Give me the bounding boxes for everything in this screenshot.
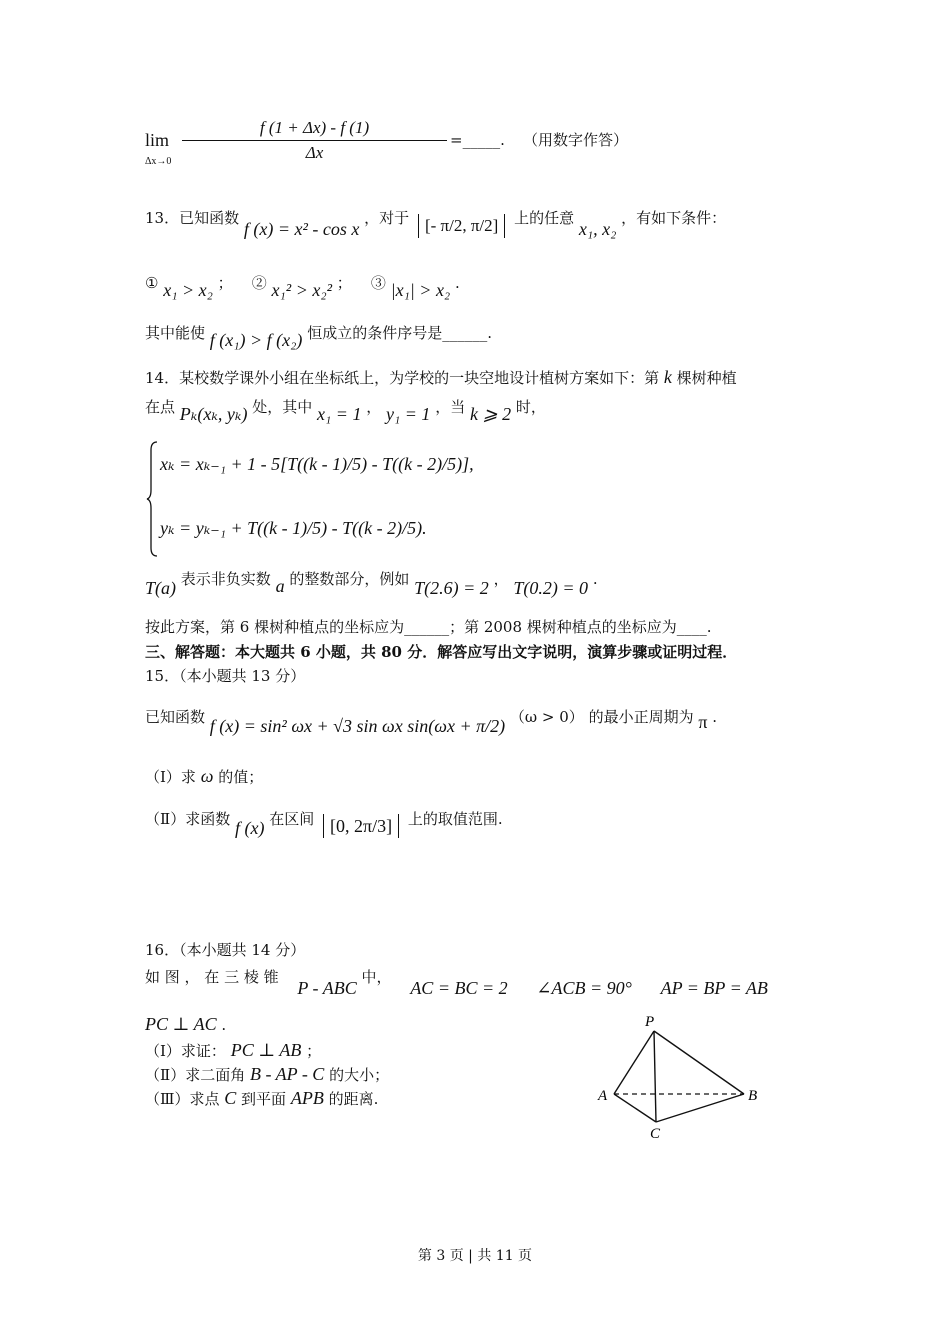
- edge-PB: [654, 1031, 744, 1094]
- q13-line3: [145, 322, 492, 350]
- q13-line1: [145, 206, 727, 239]
- t-example2: T(0.2) = 0: [513, 578, 589, 598]
- cond2-mark: ②: [251, 274, 267, 292]
- q15-fx: f (x): [234, 818, 265, 838]
- sep: ；: [336, 274, 352, 292]
- label-B: B: [748, 1088, 758, 1104]
- q15-part2: [145, 806, 503, 838]
- q16-solid: P - ABC: [297, 978, 357, 998]
- part-label: （Ⅰ）求: [145, 768, 196, 786]
- q15-text: 已知函数: [145, 708, 206, 726]
- edge-CB: [656, 1094, 744, 1122]
- left-brace: [145, 440, 161, 558]
- q14-k: k: [663, 367, 672, 387]
- q14-line2: [145, 396, 546, 424]
- sep: ；: [217, 274, 233, 292]
- label-A: A: [598, 1088, 608, 1104]
- q16-line2: [145, 1014, 226, 1035]
- cond1: x₁ > x₂: [163, 280, 213, 300]
- q13-text: 其中能使: [145, 324, 206, 342]
- q16-cond1: AC = BC = 2: [410, 978, 508, 998]
- cond1-mark: ①: [145, 274, 159, 292]
- q16-part3: [145, 1088, 378, 1109]
- q16-plane: APB: [290, 1088, 324, 1108]
- period: .: [221, 1016, 227, 1034]
- lim-word: lim: [145, 130, 170, 150]
- eq-x: [160, 454, 474, 475]
- tetrahedron-figure: [590, 1008, 780, 1148]
- label-P: P: [645, 1014, 655, 1030]
- t-a: a: [275, 576, 285, 596]
- q15-func: f (x) = sin² ωx + √3 sin ωx sin(ωx + π/2): [209, 716, 506, 736]
- q14-tdef: [145, 568, 598, 598]
- edge-AC: [614, 1094, 656, 1122]
- eq-y: [160, 518, 427, 539]
- t-example1: T(2.6) = 2: [414, 578, 489, 598]
- q16-part1: [145, 1040, 321, 1061]
- q16-text: 的大小；: [329, 1066, 390, 1084]
- q16-header: 16．（本小题共 14 分）: [145, 941, 306, 959]
- section-heading: 三、解答题：本大题共 6 小题，共 80 分．解答应写出文字说明，演算步骤或证明过程．: [145, 643, 738, 661]
- q14-line1: [145, 367, 737, 388]
- q16-text: ；: [306, 1042, 322, 1060]
- q14-text: ，当: [435, 398, 466, 416]
- lim-subscript: Δx→0: [145, 156, 172, 167]
- q13-interval: [- π/2, π/2]: [418, 214, 505, 238]
- q16-text: 中，: [361, 968, 392, 986]
- sep: ，: [493, 570, 509, 588]
- q14-text: 时，: [515, 398, 546, 416]
- answer-note: （用数字作答）: [523, 131, 629, 149]
- q16-point-c: C: [224, 1088, 237, 1108]
- q15-interval: [0, 2π/3]: [323, 814, 399, 838]
- t-func: T(a): [145, 578, 176, 598]
- q16-text: 的距离.: [328, 1090, 379, 1108]
- q16-part2: [145, 1064, 389, 1085]
- label-C: C: [650, 1126, 661, 1142]
- q14-text: 的整数部分，例如: [289, 570, 410, 588]
- q13-vars: x₁, x₂: [578, 219, 617, 239]
- q14-y1: y₁ = 1: [386, 404, 431, 424]
- q15-header: 15．（本小题共 13 分）: [145, 667, 306, 685]
- q15-text: 在区间: [269, 810, 315, 828]
- q14-cond: k ⩾ 2: [470, 404, 512, 424]
- limit-denominator: Δx: [305, 143, 324, 162]
- omega: ω: [200, 766, 214, 786]
- q13-question: 恒成立的条件序号是______.: [307, 324, 492, 342]
- sep: ，: [366, 398, 382, 416]
- q15-cond: （ω > 0）: [509, 708, 584, 726]
- q13-func: f (x) = x² - cos x: [243, 219, 360, 239]
- q14-text: 在点: [145, 398, 176, 416]
- q14-text: 14．某校数学课外小组在坐标纸上，为学校的一块空地设计植树方案如下：第: [145, 369, 660, 387]
- q14-x1: x₁ = 1: [317, 404, 362, 424]
- q14-text: 表示非负实数: [180, 570, 271, 588]
- q13-label: 13．已知函数: [145, 209, 240, 227]
- q16-cond2: ∠ACB = 90°: [536, 978, 632, 998]
- cond3-mark: ③: [370, 274, 386, 292]
- part-label: （Ⅱ）求二面角: [145, 1066, 246, 1084]
- q15-text: 上的取值范围.: [407, 810, 503, 828]
- edge-PA: [614, 1031, 654, 1094]
- q13-conditions: [145, 272, 460, 300]
- equation-y: yₖ = yₖ₋₁ + T((k - 1)/5) - T((k - 2)/5).: [160, 518, 427, 538]
- q16-perp: PC ⊥ AC: [145, 1014, 217, 1034]
- page-footer: 第 3 页 | 共 11 页: [417, 1248, 533, 1264]
- period: .: [592, 570, 598, 588]
- q14-text: 处，其中: [252, 398, 313, 416]
- q15-stem: [145, 706, 718, 736]
- q16-text: 到平面: [241, 1090, 287, 1108]
- cond3: |x₁| > x₂: [390, 280, 451, 300]
- part-label: （Ⅲ）求点: [145, 1090, 220, 1108]
- q14-point: Pₖ(xₖ, yₖ): [179, 404, 248, 424]
- q15-part1: [145, 766, 263, 787]
- equation-x: xₖ = xₖ₋₁ + 1 - 5[T((k - 1)/5) - T((k - 2)/5)],: [160, 454, 474, 474]
- q16-p1-math: PC ⊥ AB: [230, 1040, 302, 1060]
- q16-p2-math: B - AP - C: [249, 1064, 325, 1084]
- part-label: （Ⅱ）求函数: [145, 810, 231, 828]
- q16-line1: [145, 966, 768, 998]
- q16-text: 如 图 ， 在 三 棱 锥: [145, 968, 279, 986]
- q15-text: 的最小正周期为: [588, 708, 694, 726]
- q16-cond3: AP = BP = AB: [660, 978, 768, 998]
- edge-PC: [654, 1031, 656, 1122]
- period: .: [454, 274, 460, 292]
- part-label: （Ⅰ）求证：: [145, 1042, 226, 1060]
- fraction-bar: [182, 140, 447, 141]
- q15-pi: π: [698, 712, 708, 732]
- period: .: [712, 708, 718, 726]
- answer-blank: =_____.: [450, 131, 505, 149]
- q14-text: 棵树种植: [676, 369, 737, 387]
- cond2: x₁² > x₂²: [271, 280, 332, 300]
- q13-text: ，对于: [364, 209, 410, 227]
- q14-question: 按此方案，第 6 棵树种植点的坐标应为______；第 2008 棵树种植点的坐标应为____.: [145, 618, 712, 636]
- q13-text: ，有如下条件：: [621, 209, 727, 227]
- limit-numerator: f (1 + Δx) - f (1): [259, 118, 370, 137]
- q15-text: 的值；: [218, 768, 264, 786]
- q13-inequality: f (x₁) > f (x₂): [209, 330, 303, 350]
- q13-text: 上的任意: [514, 209, 575, 227]
